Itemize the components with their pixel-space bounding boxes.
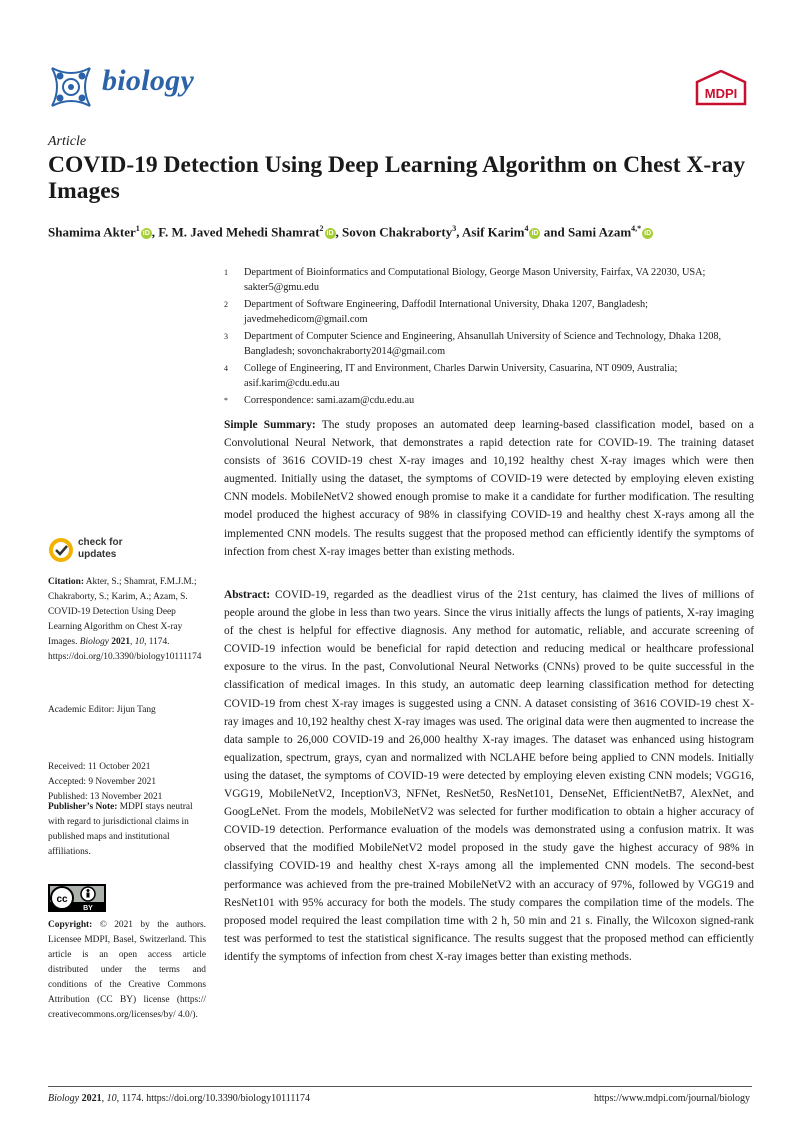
- by-text: BY: [83, 905, 93, 912]
- affiliation-mark: 1: [224, 268, 228, 277]
- citation-journal: Biology: [79, 637, 109, 647]
- mdpi-logo-text: MDPI: [704, 86, 738, 101]
- citation-label: Citation:: [48, 577, 84, 587]
- journal-name: biology: [102, 64, 195, 97]
- copyright-notice: [48, 918, 206, 1023]
- affiliation-text: Department of Computer Science and Engineering, Ahsanullah University of Science and Technology, Dhaka 1208, Bangladesh; sovonchakraborty2014@gmail.com: [244, 331, 722, 357]
- simple-summary: [224, 416, 754, 561]
- citation-volume: 10: [134, 637, 145, 647]
- affiliation-item: [224, 329, 764, 359]
- copyright-label: Copyright:: [48, 920, 93, 930]
- author-affiliation-mark: 1: [135, 224, 140, 233]
- cc-text: cc: [56, 894, 68, 905]
- author-affiliation-mark: 3: [452, 224, 457, 233]
- abstract-label: Abstract:: [224, 589, 271, 601]
- footer-doi[interactable]: , 1174. https://doi.org/10.3390/biology10111174: [116, 1093, 310, 1104]
- affiliation-item: [224, 393, 764, 408]
- orcid-icon[interactable]: iD: [644, 230, 652, 238]
- citation-block: Citation: Akter, S.; Shamrat, F.M.J.M.; Chakraborty, S.; Karim, A.; Azam, S. COVID-19 Detection Using Deep Learning Algorithm on Chest X-ray Images. Biology 2021, 10, 1174. https://doi.org/10.3390/biology10111174: [48, 577, 202, 662]
- mdpi-logo: [693, 70, 749, 106]
- affiliations: [224, 265, 764, 410]
- author-name[interactable]: F. M. Javed Mehedi Shamrat: [158, 224, 320, 240]
- author-name[interactable]: Asif Karim: [462, 224, 525, 240]
- author-name[interactable]: Sami Azam: [567, 224, 632, 240]
- affiliation-mark: 3: [224, 332, 228, 341]
- author-affiliation-mark: 4,*: [631, 224, 642, 233]
- author-list: Shamima Akter$^1$iD , F. M. Javed Mehedi Shamrat$^2$iD , Sovon Chakraborty$^3$, Asif Karim$^4$iD and Sami Azam$^{4,*}$iD: [48, 224, 652, 240]
- simple-summary-label: Simple Summary:: [224, 419, 316, 431]
- affiliation-item: [224, 297, 764, 327]
- received-date: Received: 11 October 2021: [48, 762, 151, 772]
- footer-divider: [48, 1086, 752, 1087]
- cc-by-license-icon[interactable]: [48, 884, 106, 912]
- affiliation-mark: *: [224, 396, 228, 405]
- orcid-icon[interactable]: iD: [326, 230, 334, 238]
- check-for-updates-badge[interactable]: [48, 535, 178, 565]
- footer-volume: 10: [106, 1093, 117, 1104]
- correspondence-text: Correspondence: sami.azam@cdu.edu.au: [244, 395, 415, 406]
- citation-year: 2021: [111, 637, 131, 647]
- check-updates-line2: updates: [78, 549, 117, 560]
- affiliation-text: Department of Bioinformatics and Computational Biology, George Mason University, Fairfax, VA 22030, USA; sakter5@gmu.edu: [244, 267, 706, 293]
- citation-text: Akter, S.; Shamrat, F.M.J.M.; Chakraborty, S.; Karim, A.; Azam, S. COVID-19 Detection Using Deep Learning Algorithm on Chest X-ray Images.: [48, 577, 197, 647]
- academic-editor: Academic Editor: Jijun Tang: [48, 705, 156, 715]
- publishers-note-label: Publisher’s Note:: [48, 802, 118, 812]
- footer-journal: Biology: [48, 1093, 80, 1104]
- published-date: Published: 13 November 2021: [48, 792, 163, 802]
- copyright-text: © 2021 by the authors. Licensee MDPI, Basel, Switzerland. This article is an open access article distributed under the terms and conditions of the Creative Commons Attribution (CC BY) license (https:// creativecommons.org/licenses/by/ 4.0/).: [48, 920, 206, 1020]
- abstract-text: COVID-19, regarded as the deadliest virus of the 21st century, has claimed the lives of millions of people around the globe in less than two years. Since the virus initially affects the lungs of patients, X-ray imaging of the chest is helpful for effective diagnosis. Any method for automatic, reliable, and accurate screening of COVID-19 infection would be beneficial for rapid detection and reducing medical or healthcare professional exposure to the virus. In the past, Convolutional Neural Networks (CNNs) proved to be quite successful in the classification of medical images. In this study, an automatic deep learning classification method for detecting COVID-19 from chest X-ray images is suggested using a CNN. A dataset consisting of 3616 COVID-19 chest X-ray images and 10,192 healthy chest X-ray images was used. The original data were then augmented to increase the data sample to 26,000 COVID-19 and 26,000 healthy X-ray images. The dataset was enhanced using histogram equalization, spectrum, grays, cyan and normalized with NCLAHE before being applied to CNN models. Initially using the dataset, the symptoms of COVID-19 were detected by employing eleven existing CNN models; VGG16, VGG19, MobileNetV2, InceptionV3, NFNet, ResNet50, ResNet101, DenseNet, EfficientNetB7, AlexNet, and GoogLeNet. From the models, MobileNetV2 was selected for further modification to obtain a higher accuracy of COVID-19 detection. Performance evaluation of the models was demonstrated using a confusion matrix. It was observed that the modified MobileNetV2 model proposed in the study gave the highest accuracy of 98% in classifying COVID-19 and healthy chest X-rays among all the implemented CNN models. The second-best performance was achieved from the pre-trained MobileNetV2 with an accuracy of 97%, followed by VGG19 and ResNet101 with 95% accuracy for both the models. The study compares the compilation time of the models. The proposed model required the least compilation time with 2 h, 50 min and 21 s. Finally, the Wilcoxon signed-rank test was performed to test the statistical significance. The results suggest that the proposed method can efficiently identify the symptoms of infection from chest X-ray images better than existing methods.: [224, 589, 755, 963]
- affiliation-mark: 4: [224, 364, 228, 373]
- publication-dates: [48, 760, 206, 805]
- biology-journal-logo-icon: [48, 64, 94, 110]
- publishers-note: [48, 800, 206, 860]
- footer-journal-url[interactable]: https://www.mdpi.com/journal/biology: [593, 1093, 750, 1104]
- article-title: COVID-19 Detection Using Deep Learning Algorithm on Chest X-ray Images: [48, 152, 746, 204]
- author-affiliation-mark: 2: [319, 224, 324, 233]
- article-type: Article: [48, 134, 87, 149]
- author-affiliation-mark: 4: [524, 224, 529, 233]
- footer-citation: Biology 2021, 10, 1174. https://doi.org/10.3390/biology10111174: [48, 1093, 310, 1104]
- simple-summary-text: The study proposes an automated deep learning-based classification model, based on a Convolutional Neural Network, that demonstrates a rapid detection rate for COVID-19. The training dataset consists of 3616 COVID-19 chest X-ray images and 10,192 healthy chest X-ray images which were then augmented. Initially using the dataset, the symptoms of COVID-19 were detected by employing eleven existing CNN models. MobileNetV2 showed enough promise to make it a candidate for further modification. The resulting model produced the highest accuracy of 98% in classifying COVID-19 and healthy chest X-rays among all the implemented CNN models. The results suggest that the proposed method can efficiently identify the symptoms of infection from chest X-ray images better than existing methods.: [224, 419, 754, 558]
- affiliation-mark: 2: [224, 300, 228, 309]
- abstract: [224, 586, 754, 966]
- orcid-icon[interactable]: iD: [142, 230, 150, 238]
- citation-doi[interactable]: , 1174. https://doi.org/10.3390/biology10111174: [48, 637, 202, 662]
- check-updates-icon: [48, 537, 74, 563]
- author-name[interactable]: Shamima Akter: [48, 224, 136, 240]
- affiliation-item: [224, 361, 764, 391]
- affiliation-text: College of Engineering, IT and Environment, Charles Darwin University, Casuarina, NT 0909, Australia; asif.karim@cdu.edu.au: [244, 363, 678, 389]
- publishers-note-text: MDPI stays neutral with regard to jurisdictional claims in published maps and institutional affiliations.: [48, 802, 193, 857]
- accepted-date: Accepted: 9 November 2021: [48, 777, 157, 787]
- orcid-icon[interactable]: iD: [531, 230, 539, 238]
- affiliation-item: [224, 265, 764, 295]
- author-name[interactable]: Sovon Chakraborty: [342, 224, 453, 240]
- footer-year: 2021: [81, 1093, 102, 1104]
- check-updates-line1: check for: [78, 537, 123, 548]
- affiliation-text: Department of Software Engineering, Daffodil International University, Dhaka 1207, Bangladesh; javedmehedicom@gmail.com: [244, 299, 649, 325]
